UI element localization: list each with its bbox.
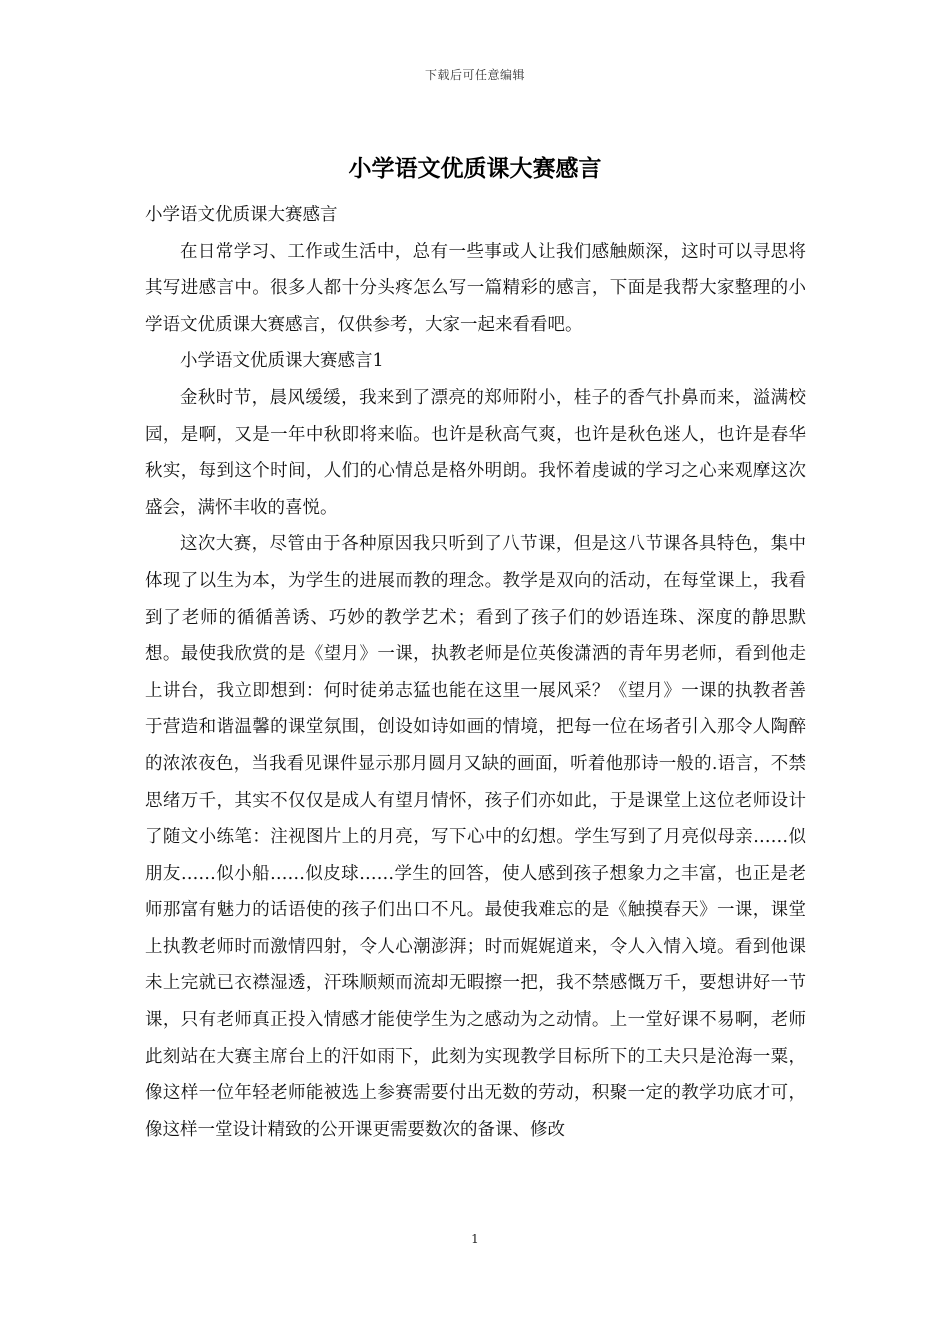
- body-paragraph: 小学语文优质课大赛感言: [145, 205, 338, 225]
- body-paragraph: 在日常学习、工作或生活中，总有一些事或人让我们感触颇深，这时可以寻思将其写进感言中。很多人都十分头疼怎么写一篇精彩的感言，下面是我帮大家整理的小学语文优质课大赛感言，仅供参考，大家一起来看看吧。: [145, 241, 806, 335]
- body-paragraph: 小学语文优质课大赛感言1: [180, 351, 384, 372]
- page-number: 1: [471, 1232, 479, 1246]
- body-paragraph: 这次大赛，尽管由于各种原因我只听到了八节课，但是这八节课各具特色，集中体现了以生为本，为学生的进展而教的理念。教学是双向的活动，在每堂课上，我看到了老师的循循善诱、巧妙的教学艺术；看到了孩子们的妙语连珠、深度的静思默想。最使我欣赏的是《望月》一课，执教老师是位英俊潇洒的青年男老师，看到他走上讲台，我立即想到：何时徒弟志猛也能在这里一展风采？《望月》一课的执教者善于营造和谐温馨的课堂氛围，创设如诗如画的情境，把每一位在场者引入那令人陶醉的浓浓夜色，当我看见课件显示那月圆月又缺的画面，听着他那诗一般的.语言，不禁思绪万千，其实不仅仅是成人有望月情怀，孩子们亦如此，于是课堂上这位老师设计了随文小练笔：注视图片上的月亮，写下心中的幻想。学生写到了月亮似母亲……似朋友……似小船……似皮球……学生的回答，使人感到孩子想象力之丰富，也正是老师那富有魅力的话语使的孩子们出口不凡。最使我难忘的是《触摸春天》一课，课堂上执教老师时而激情四射，令人心潮澎湃；时而娓娓道来，令人入情入境。看到他课未上完就已衣襟湿透，汗珠顺颊而流却无暇擦一把，我不禁感慨万千，要想讲好一节课，只有老师真正投入情感才能使学生为之感动为之动情。上一堂好课不易啊，老师此刻站在大赛主席台上的汗如雨下，此刻为实现教学目标所下的工夫只是沧海一粟，像这样一位年轻老师能被选上参赛需要付出无数的劳动，积聚一定的教学功底才可，像这样一堂设计精致的公开课更需要数次的备课、修改: [145, 534, 806, 1140]
- header-note: 下载后可任意编辑: [424, 68, 525, 82]
- document-body: [145, 197, 806, 1148]
- document-title: 小学语文优质课大赛感言: [348, 155, 602, 182]
- body-paragraph: 金秋时节，晨风缓缓，我来到了漂亮的郑师附小，桂子的香气扑鼻而来，溢满校园，是啊，又是一年中秋即将来临。也许是秋高气爽，也许是秋色迷人，也许是春华秋实，每到这个时间，人们的心情总是格外明朗。我怀着虔诚的学习之心来观摩这次盛会，满怀丰收的喜悦。: [145, 387, 806, 518]
